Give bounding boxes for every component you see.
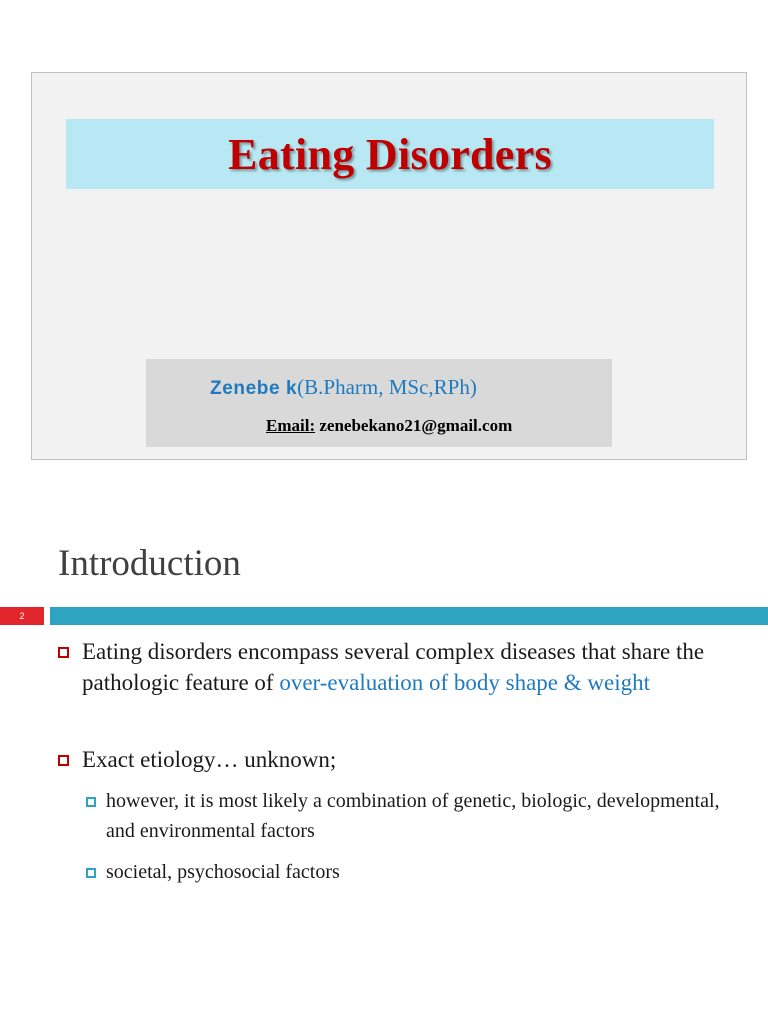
slide-heading: Introduction xyxy=(58,543,241,584)
author-credentials: (B.Pharm, MSc,RPh) xyxy=(297,375,477,399)
square-bullet-icon xyxy=(86,868,96,878)
header-bar xyxy=(50,607,768,625)
title-slide xyxy=(31,72,747,460)
slide-number: 2 xyxy=(0,607,44,625)
square-bullet-icon xyxy=(58,647,69,658)
bullet-highlight: over-evaluation of body shape & weight xyxy=(279,670,650,695)
sub-bullet-item xyxy=(106,786,746,846)
author-line xyxy=(210,375,477,400)
square-bullet-icon xyxy=(86,797,96,807)
sub-bullet-text: societal, psychosocial factors xyxy=(106,861,340,883)
email-line xyxy=(266,416,512,436)
title-band xyxy=(66,119,714,189)
bullet-item xyxy=(82,636,752,698)
slide-title: Eating Disorders xyxy=(228,129,552,179)
sub-bullet-text: however, it is most likely a combination of genetic, biologic, developmental, and environmental factors xyxy=(106,790,720,842)
author-name: Zenebe k xyxy=(210,378,298,399)
square-bullet-icon xyxy=(58,755,69,766)
bullet-text: Eating disorders encompass several complex diseases that share the pathologic feature of xyxy=(82,639,705,695)
sub-bullet-item xyxy=(106,857,746,887)
author-box xyxy=(146,359,612,447)
email-value: zenebekano21@gmail.com xyxy=(319,416,513,435)
bullet-text: Exact etiology… unknown; xyxy=(82,747,337,772)
bullet-item xyxy=(82,744,752,775)
email-label: Email: xyxy=(266,416,316,435)
